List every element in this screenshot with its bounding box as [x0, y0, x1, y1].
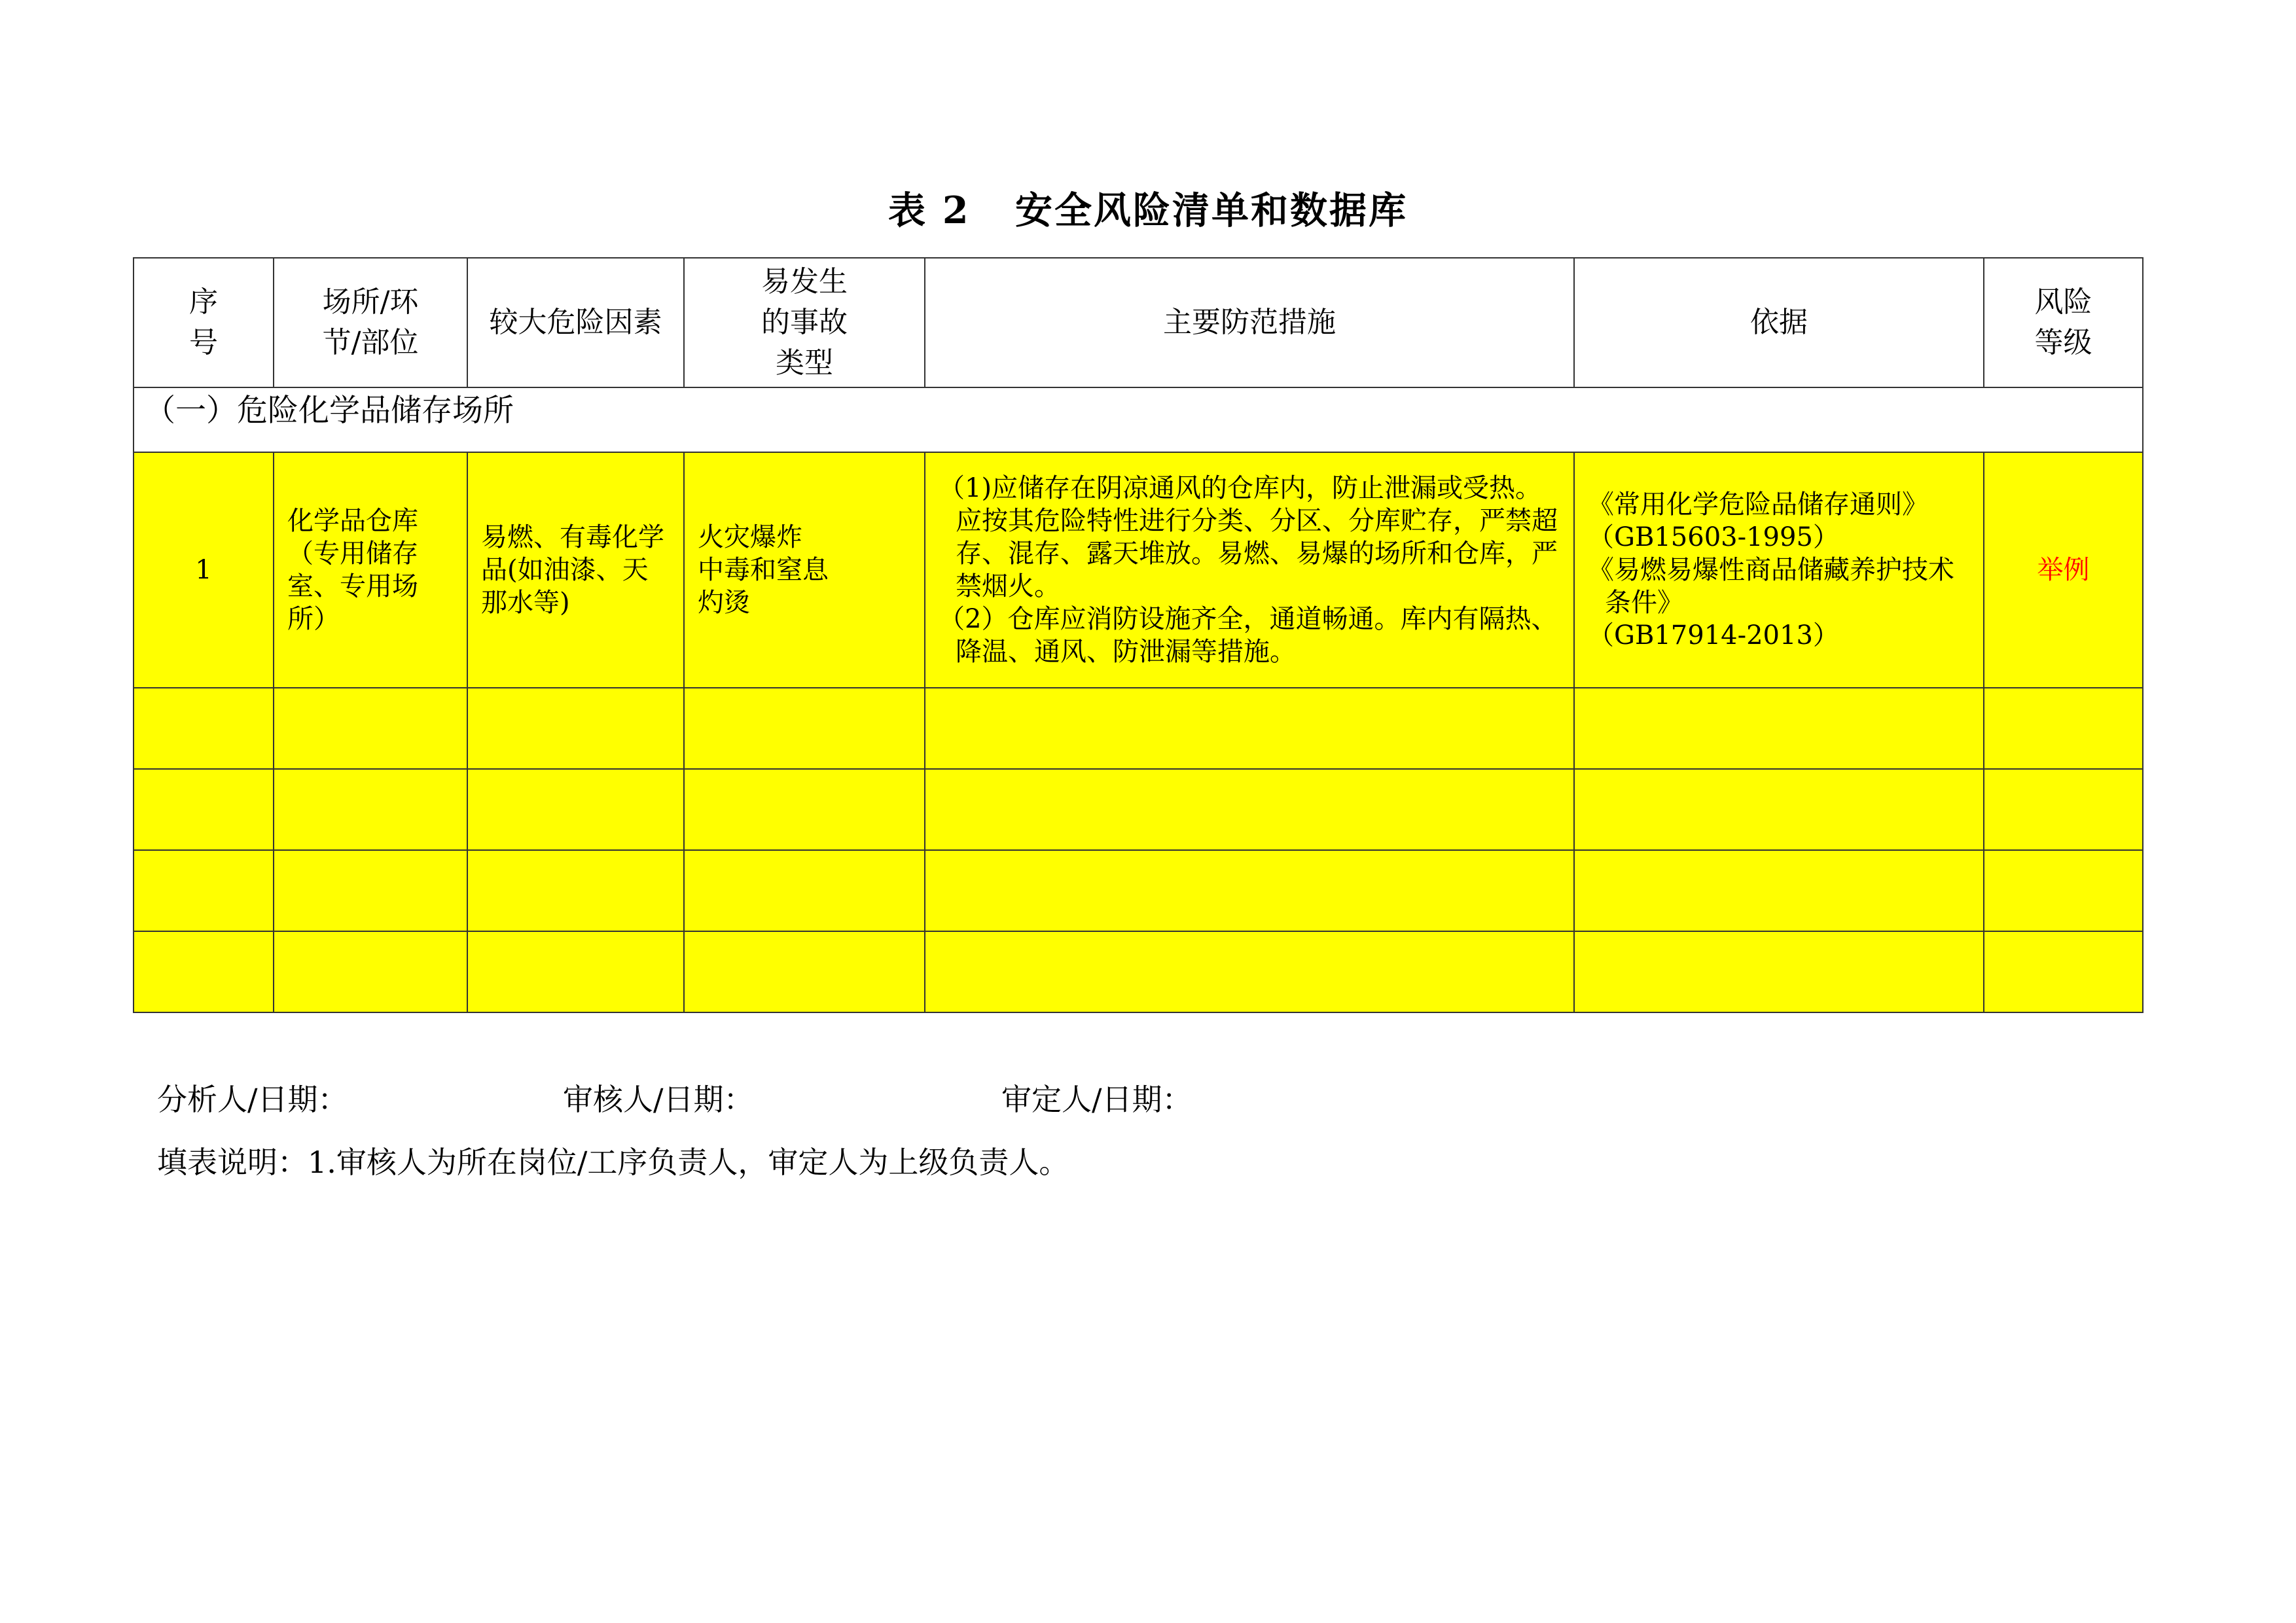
table-row-empty — [134, 769, 2143, 850]
row-index: 1 — [134, 452, 274, 688]
empty-cell — [274, 850, 467, 931]
empty-cell — [1984, 688, 2143, 769]
empty-cell — [684, 688, 925, 769]
header-index: 序 号 — [134, 258, 274, 387]
basis-item: 《易燃易爆性商品储藏养护技术条件》 — [1588, 555, 1954, 618]
empty-cell — [684, 931, 925, 1012]
header-location: 场所/环 节/部位 — [274, 258, 467, 387]
empty-cell — [925, 769, 1574, 850]
empty-cell — [134, 688, 274, 769]
empty-cell — [1984, 931, 2143, 1012]
empty-cell — [684, 769, 925, 850]
empty-cell — [274, 769, 467, 850]
risk-list-table — [133, 257, 2144, 1013]
fill-note: 填表说明：1.审核人为所在岗位/工序负责人，审定人为上级负责人。 — [157, 1145, 1069, 1180]
analyst-date-label: 分析人/日期： — [157, 1082, 348, 1117]
basis-item: （GB15603-1995） — [1588, 522, 1839, 552]
empty-cell — [1984, 769, 2143, 850]
empty-cell — [925, 850, 1574, 931]
header-risk-level: 风险 等级 — [1984, 258, 2143, 387]
empty-cell — [925, 931, 1574, 1012]
empty-cell — [1574, 769, 1984, 850]
empty-cell — [467, 931, 684, 1012]
empty-cell — [684, 850, 925, 931]
empty-cell — [1574, 850, 1984, 931]
empty-cell — [925, 688, 1574, 769]
header-measures: 主要防范措施 — [925, 258, 1574, 387]
reviewer-date-label: 审核人/日期： — [563, 1082, 754, 1117]
empty-cell — [467, 688, 684, 769]
row-risk-level: 举例 — [1984, 452, 2143, 688]
measure-item: （1)应储存在阴凉通风的仓库内，防止泄漏或受热。应按其危险特性进行分类、分区、分库贮存，严禁超存、混存、露天堆放。易燃、易爆的场所和仓库，严禁烟火。 — [939, 473, 1558, 601]
empty-cell — [1984, 850, 2143, 931]
row-basis — [1574, 452, 1984, 688]
table-row-empty — [134, 688, 2143, 769]
row-hazards: 易燃、有毒化学 品(如油漆、天 那水等) — [467, 452, 684, 688]
empty-cell — [134, 769, 274, 850]
table-row-empty — [134, 931, 2143, 1012]
empty-cell — [1574, 688, 1984, 769]
header-accident-type: 易发生 的事故 类型 — [684, 258, 925, 387]
basis-item: 《常用化学危险品储存通则》 — [1588, 490, 1928, 520]
header-basis: 依据 — [1574, 258, 1984, 387]
basis-item: （GB17914-2013） — [1588, 620, 1839, 651]
empty-cell — [134, 931, 274, 1012]
row-accidents: 火灾爆炸 中毒和窒息 灼烫 — [684, 452, 925, 688]
empty-cell — [274, 931, 467, 1012]
header-hazards: 较大危险因素 — [467, 258, 684, 387]
row-measures — [925, 452, 1574, 688]
approver-date-label: 审定人/日期： — [1001, 1082, 1193, 1117]
document-title: 表 2 安全风险清单和数据库 — [888, 188, 1408, 232]
empty-cell — [1574, 931, 1984, 1012]
empty-cell — [467, 850, 684, 931]
section-label: （一）危险化学品储存场所 — [134, 387, 2143, 452]
table-row-empty — [134, 850, 2143, 931]
row-location: 化学品仓库 （专用储存 室、专用场 所） — [274, 452, 467, 688]
empty-cell — [467, 769, 684, 850]
empty-cell — [274, 688, 467, 769]
header-row — [134, 258, 2143, 387]
table-row — [134, 452, 2143, 688]
empty-cell — [134, 850, 274, 931]
measure-item: （2）仓库应消防设施齐全，通道畅通。库内有隔热、降温、通风、防泄漏等措施。 — [939, 604, 1558, 667]
section-row — [134, 387, 2143, 452]
